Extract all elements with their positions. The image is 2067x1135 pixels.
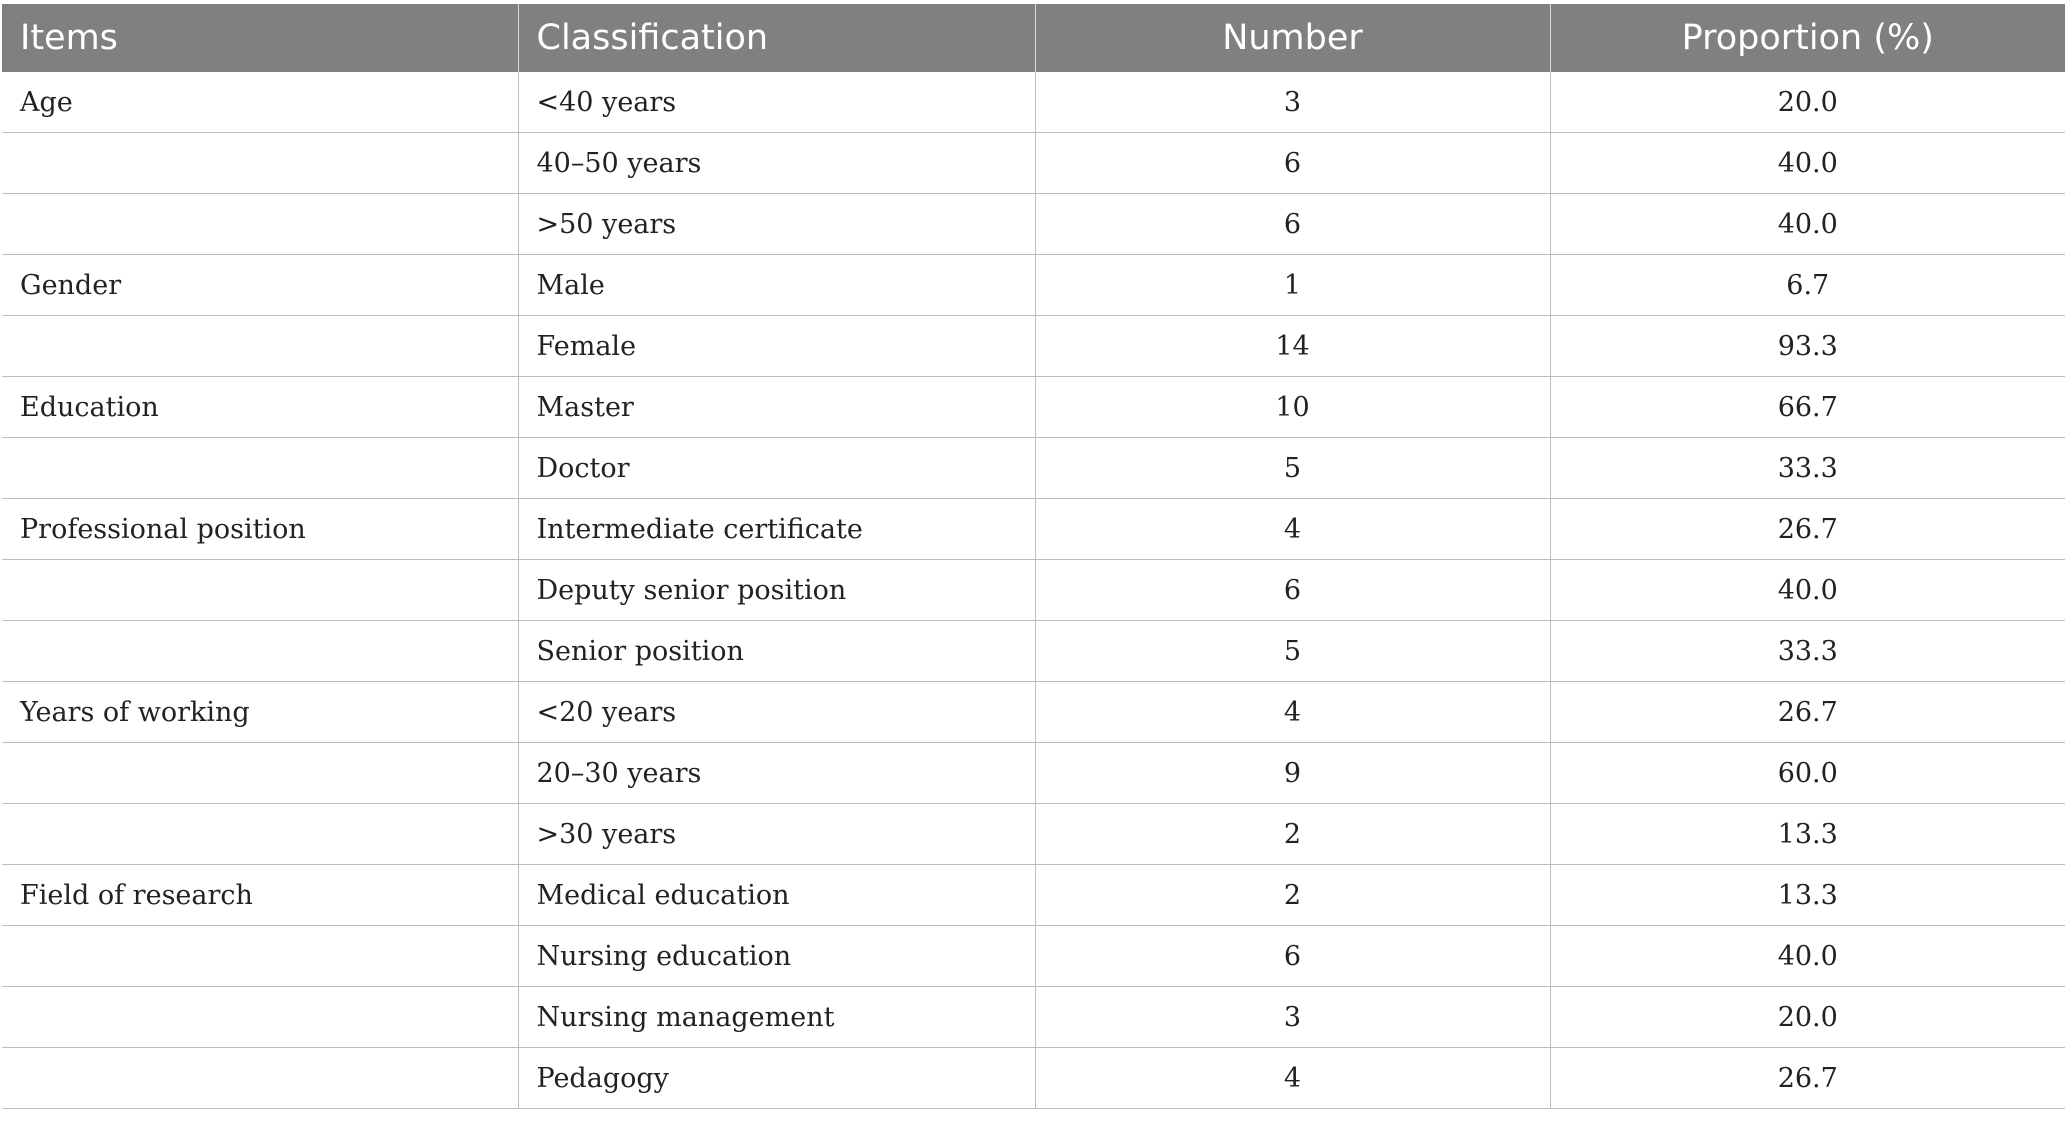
cell-number: 3: [1035, 987, 1550, 1048]
cell-number: 6: [1035, 194, 1550, 255]
cell-proportion: 20.0: [1550, 987, 2065, 1048]
cell-items: [2, 743, 518, 804]
cell-classification: Intermediate certificate: [518, 499, 1035, 560]
cell-number: 6: [1035, 560, 1550, 621]
cell-number: 10: [1035, 377, 1550, 438]
cell-classification: Male: [518, 255, 1035, 316]
cell-number: 4: [1035, 499, 1550, 560]
header-classification: Classification: [518, 4, 1035, 72]
cell-proportion: 13.3: [1550, 804, 2065, 865]
cell-classification: >30 years: [518, 804, 1035, 865]
cell-proportion: 33.3: [1550, 621, 2065, 682]
cell-proportion: 40.0: [1550, 133, 2065, 194]
cell-number: 9: [1035, 743, 1550, 804]
cell-items: Age: [2, 72, 518, 133]
table-row: [2, 804, 2065, 865]
cell-proportion: 93.3: [1550, 316, 2065, 377]
table-row: [2, 621, 2065, 682]
cell-number: 5: [1035, 621, 1550, 682]
cell-classification: <20 years: [518, 682, 1035, 743]
table-row: [2, 560, 2065, 621]
cell-proportion: 40.0: [1550, 560, 2065, 621]
cell-items: [2, 621, 518, 682]
cell-items: [2, 438, 518, 499]
cell-classification: Nursing management: [518, 987, 1035, 1048]
cell-proportion: 66.7: [1550, 377, 2065, 438]
table-row: [2, 1048, 2065, 1109]
cell-classification: Female: [518, 316, 1035, 377]
table-header: [2, 4, 2065, 72]
header-items: Items: [2, 4, 518, 72]
table-row: [2, 377, 2065, 438]
header-row: [2, 4, 2065, 72]
cell-items: [2, 194, 518, 255]
header-number: Number: [1035, 4, 1550, 72]
cell-number: 1: [1035, 255, 1550, 316]
table-row: [2, 743, 2065, 804]
cell-proportion: 26.7: [1550, 499, 2065, 560]
cell-number: 4: [1035, 682, 1550, 743]
table-row: [2, 499, 2065, 560]
cell-items: [2, 987, 518, 1048]
cell-classification: Deputy senior position: [518, 560, 1035, 621]
cell-proportion: 60.0: [1550, 743, 2065, 804]
cell-number: 2: [1035, 804, 1550, 865]
cell-items: [2, 316, 518, 377]
cell-items: [2, 560, 518, 621]
cell-items: Field of research: [2, 865, 518, 926]
data-table: [2, 4, 2065, 1109]
cell-classification: Master: [518, 377, 1035, 438]
table-row: [2, 316, 2065, 377]
table-row: [2, 72, 2065, 133]
table-row: [2, 133, 2065, 194]
cell-items: [2, 133, 518, 194]
cell-classification: 20–30 years: [518, 743, 1035, 804]
cell-items: Professional position: [2, 499, 518, 560]
cell-classification: <40 years: [518, 72, 1035, 133]
cell-number: 2: [1035, 865, 1550, 926]
cell-proportion: 40.0: [1550, 194, 2065, 255]
cell-classification: Pedagogy: [518, 1048, 1035, 1109]
cell-number: 4: [1035, 1048, 1550, 1109]
cell-classification: Senior position: [518, 621, 1035, 682]
table-row: [2, 865, 2065, 926]
table-row: [2, 926, 2065, 987]
cell-items: Education: [2, 377, 518, 438]
table-row: [2, 987, 2065, 1048]
cell-items: Years of working: [2, 682, 518, 743]
cell-items: [2, 1048, 518, 1109]
table-body: [2, 72, 2065, 1109]
cell-items: Gender: [2, 255, 518, 316]
table-row: [2, 194, 2065, 255]
cell-number: 6: [1035, 926, 1550, 987]
cell-classification: >50 years: [518, 194, 1035, 255]
cell-number: 14: [1035, 316, 1550, 377]
cell-number: 3: [1035, 72, 1550, 133]
cell-proportion: 40.0: [1550, 926, 2065, 987]
cell-items: [2, 926, 518, 987]
cell-number: 6: [1035, 133, 1550, 194]
cell-classification: Medical education: [518, 865, 1035, 926]
table-row: [2, 682, 2065, 743]
table-row: [2, 255, 2065, 316]
cell-proportion: 26.7: [1550, 682, 2065, 743]
cell-classification: Doctor: [518, 438, 1035, 499]
cell-classification: 40–50 years: [518, 133, 1035, 194]
header-proportion: Proportion (%): [1550, 4, 2065, 72]
cell-proportion: 20.0: [1550, 72, 2065, 133]
cell-number: 5: [1035, 438, 1550, 499]
cell-items: [2, 804, 518, 865]
cell-classification: Nursing education: [518, 926, 1035, 987]
cell-proportion: 26.7: [1550, 1048, 2065, 1109]
cell-proportion: 33.3: [1550, 438, 2065, 499]
table-row: [2, 438, 2065, 499]
cell-proportion: 13.3: [1550, 865, 2065, 926]
cell-proportion: 6.7: [1550, 255, 2065, 316]
